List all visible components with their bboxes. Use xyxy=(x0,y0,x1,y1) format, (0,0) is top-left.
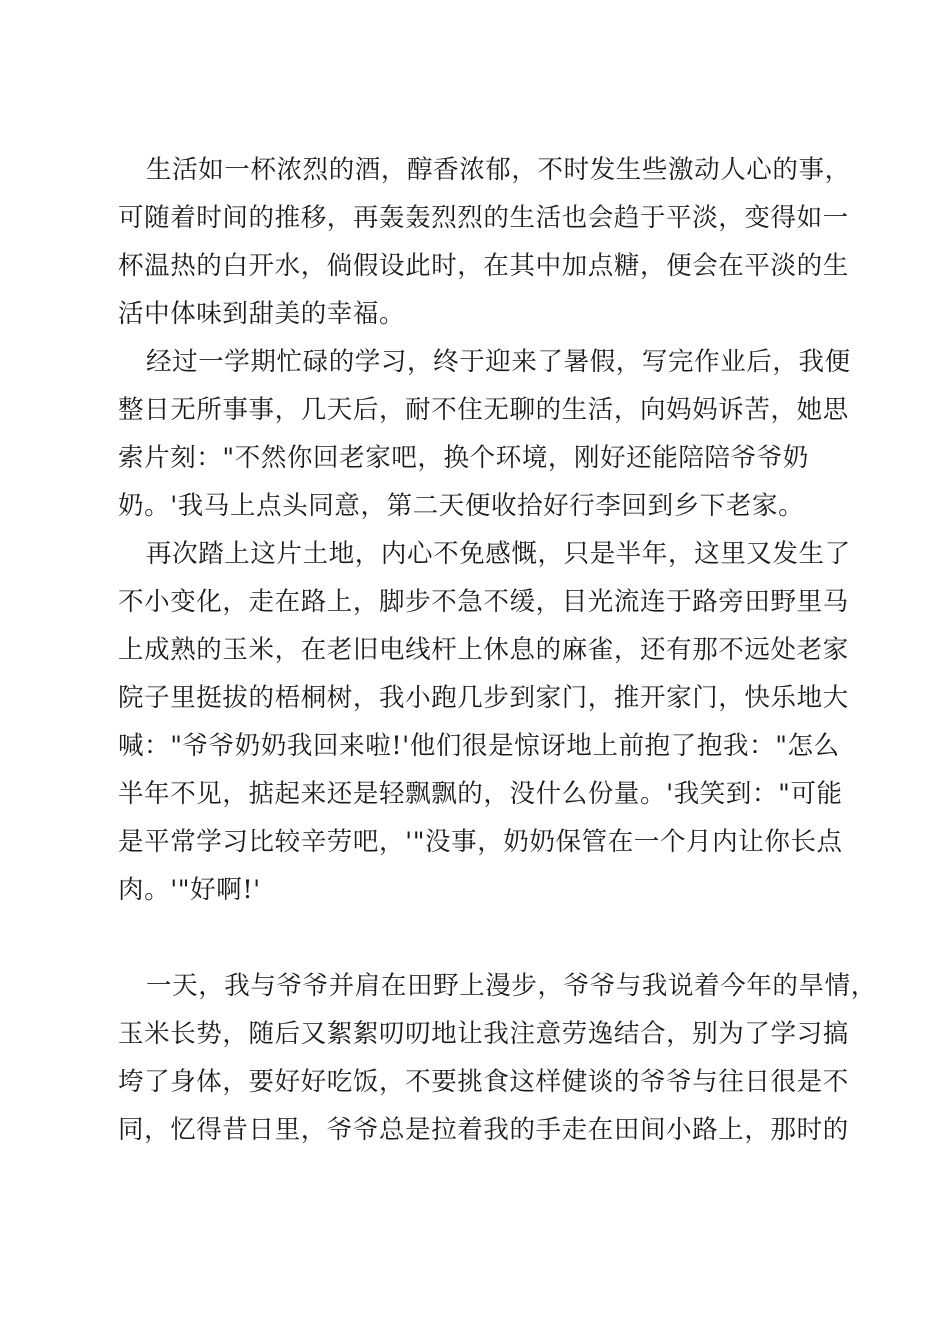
paragraph-3-line-3: 上成熟的玉米，在老旧电线杆上休息的麻雀，还有那不远处老家 xyxy=(118,635,849,665)
paragraph-3-line-4: 院子里挺拔的梧桐树，我小跑几步到家门，推开家门，快乐地大 xyxy=(118,683,849,713)
paragraph-4-line-4: 同，忆得昔日里，爷爷总是拉着我的手走在田间小路上，那时的 xyxy=(118,1115,849,1145)
paragraph-1-line-1: 生活如一杯浓烈的酒，醇香浓郁，不时发生些激动人心的事， xyxy=(146,155,851,185)
paragraph-3-line-5: 喊："爷爷奶奶我回来啦!'他们很是惊讶地上前抱了抱我："怎么 xyxy=(118,731,840,761)
paragraph-3-line-2: 不小变化，走在路上，脚步不急不缓，目光流连于路旁田野里马 xyxy=(118,587,849,617)
paragraph-3-line-7: 是平常学习比较辛劳吧，'"没事，奶奶保管在一个月内让你长点 xyxy=(118,827,843,857)
paragraph-4-line-3: 垮了身体，要好好吃饭，不要挑食这样健谈的爷爷与往日很是不 xyxy=(118,1067,849,1097)
paragraph-4-line-1: 一天，我与爷爷并肩在田野上漫步，爷爷与我说着今年的旱情， xyxy=(146,971,877,1001)
paragraph-2-line-2: 整日无所事事，几天后，耐不住无聊的生活，向妈妈诉苦，她思 xyxy=(118,395,849,425)
paragraph-1-line-3: 杯温热的白开水，倘假设此时，在其中加点糖，便会在平淡的生 xyxy=(118,251,849,281)
paragraph-3-line-6: 半年不见，掂起来还是轻飘飘的，没什么份量。'我笑到："可能 xyxy=(118,779,843,809)
paragraph-1-line-2: 可随着时间的推移，再轰轰烈烈的生活也会趋于平淡，变得如一 xyxy=(118,203,849,233)
paragraph-3-line-1: 再次踏上这片土地，内心不免感慨，只是半年，这里又发生了 xyxy=(146,539,851,569)
paragraph-2-line-3: 索片刻："不然你回老家吧，换个环境，刚好还能陪陪爷爷奶 xyxy=(118,443,809,473)
paragraph-4-line-2: 玉米长势，随后又絮絮叨叨地让我注意劳逸结合，别为了学习搞 xyxy=(118,1019,849,1049)
paragraph-2-line-4: 奶。'我马上点头同意，第二天便收拾好行李回到乡下老家。 xyxy=(118,491,805,521)
paragraph-1-line-4: 活中体味到甜美的幸福。 xyxy=(118,299,406,329)
paragraph-3-line-8: 肉。'"好啊!' xyxy=(118,875,261,905)
paragraph-2-line-1: 经过一学期忙碌的学习，终于迎来了暑假，写完作业后，我便 xyxy=(146,347,851,377)
